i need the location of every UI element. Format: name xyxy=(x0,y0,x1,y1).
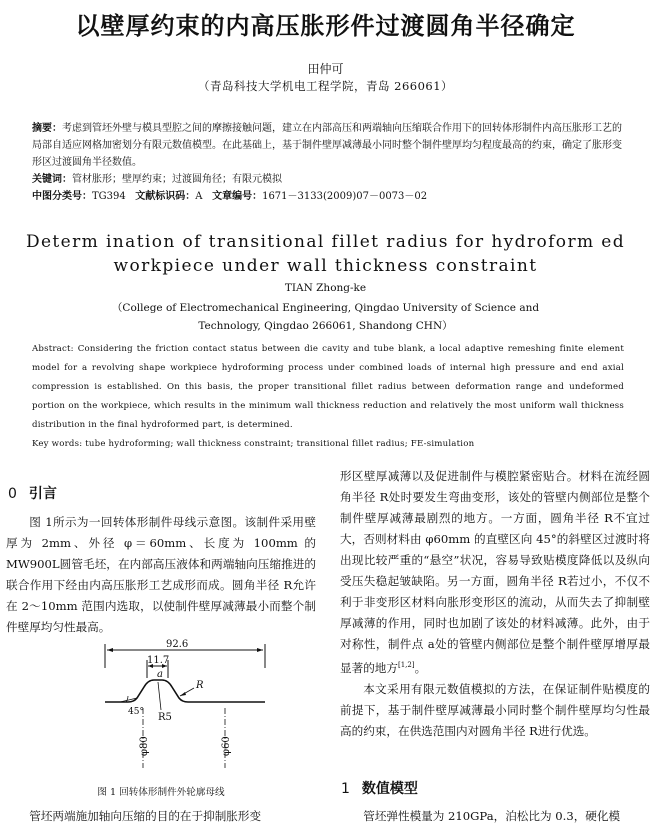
section-1-number: 1 xyxy=(341,781,350,797)
abstract-cn xyxy=(32,120,622,171)
english-keywords xyxy=(32,435,624,454)
right-column xyxy=(340,466,650,742)
right-bottom-line: 管坯弹性模量为 210GPa，泊松比为 0.3，硬化模 xyxy=(363,809,621,823)
right-paragraph-1-text: 形区壁厚减薄以及促进制件与模腔紧密贴合。材料在流经圆角半径 R处时要发生弯曲变形，该处的管壁内侧部位是整个制件壁厚减薄最剧烈的地方。一方面，圆角半径 R不宜过大，否则材料由 φ60mm 的直壁区向 45°的斜壁区过渡时将出现比较严重的“悬空”状况，容易导致贴模度降低以及纵向受压失稳起皱缺陷。另一方面，圆角半径 R若过小，不仅不利于非变形区材料向胀形变形区的流动，从而失去了抑制壁厚减薄的作用，同时也加剧了该处的材料减薄。此外，由于对称性，制件点 a处的管壁内侧部位是整个制件壁厚增厚最显著的地方 xyxy=(340,469,650,675)
author: 田仲可 xyxy=(307,62,344,76)
diameter-60-label: φ60 xyxy=(221,736,232,756)
article-no-label: 文章编号： xyxy=(212,191,263,202)
right-paragraph-2: 本文采用有限元数值模拟的方法，在保证制件贴模度的前提下，基于制件壁厚减薄最小同时整个制件壁厚均匀性最高的约束，在供选范围内对圆角半径 R进行优选。 xyxy=(340,681,650,738)
english-title-line-1: Determ ination of transitional fillet radius for hydroform ed xyxy=(25,232,626,252)
intro-column xyxy=(6,512,316,638)
section-0-title: 引言 xyxy=(28,486,57,502)
radius-R5-label: R5 xyxy=(158,712,172,723)
english-title-line-2: workpiece under wall thickness constraint xyxy=(113,256,538,276)
diameter-80-label: φ80 xyxy=(139,736,150,756)
section-0-heading xyxy=(8,483,57,503)
clc-label: 中图分类号： xyxy=(32,191,92,202)
clc-value: TG394 xyxy=(92,191,126,202)
keywords-cn xyxy=(32,171,622,188)
right-paragraph-1-end: 。 xyxy=(414,660,427,675)
abstract-cn-text: 考虑到管坯外壁与模具型腔之间的摩擦接触问题，建立在内部高压和两端轴向压缩联合作用下的回转体形制件内高压胀形工艺的局部自适应网格加密划分有限元数值模型。在此基础上，基于制件壁厚减薄最小同时整个制件壁厚均匀程度最高的约束，确定了胀形变形区过渡圆角半径数值。 xyxy=(32,123,622,168)
english-author: TIAN Zhong-ke xyxy=(284,282,367,294)
right-paragraph-1 xyxy=(340,466,650,679)
english-abstract-text: Considering the friction contact status between die cavity and tube blank, a local adaptive remeshing finite element model for a revolving shape workpiece hydroforming process under combined loads of internal high pressure and end axial compression is established. On this basis, the proper transitional fillet radius between deformation range and undeformed portion on the workpiece, which results in the minimum wall thickness reduction and relatively the most uniform wall thickness distribution in the final hydroformed part, is determined. xyxy=(32,344,624,430)
angle-label: 45° xyxy=(128,707,144,717)
dim-total-label: 92.6 xyxy=(166,639,189,650)
keywords-cn-label: 关键词： xyxy=(32,174,72,185)
radius-R-label: R xyxy=(196,680,204,691)
english-abstract xyxy=(32,340,624,435)
keywords-cn-text: 管材胀形；壁厚约束；过渡圆角径；有限元模拟 xyxy=(72,174,282,185)
english-affiliation-line-1: （College of Electromechanical Engineering, Qingdao University of Science and xyxy=(111,302,540,314)
doc-code-value: A xyxy=(195,191,203,202)
point-a-label: a xyxy=(157,669,163,680)
doc-code-label: 文献标识码： xyxy=(135,191,196,202)
profile-outline xyxy=(105,680,265,702)
article-no-value: 1671－3133(2009)07－0073－02 xyxy=(262,191,428,202)
figure-1-caption: 图 1 回转体形制件外轮廓母线 xyxy=(97,787,225,798)
left-column-last-line xyxy=(6,806,316,827)
citation-1-2: [1,2] xyxy=(397,661,415,669)
english-keywords-text: tube hydroforming; wall thickness constraint; transitional fillet radius; FE-simulation xyxy=(82,439,475,449)
classification-line xyxy=(32,188,622,205)
abstract-cn-label: 摘要： xyxy=(32,123,62,134)
section-1-heading xyxy=(341,778,418,798)
figure-1-profile-diagram xyxy=(100,638,270,773)
leader-R5 xyxy=(158,682,161,710)
dim-top-label: 11.7 xyxy=(147,655,170,666)
right-column-last-line xyxy=(340,806,650,827)
english-affiliation-line-2: Technology, Qingdao 266061, Shandong CHN） xyxy=(198,320,453,332)
affiliation: （青岛科技大学机电工程学院，青岛 266061） xyxy=(197,79,454,93)
section-0-number: 0 xyxy=(8,486,17,502)
paper-title: 以壁厚约束的内高压胀形件过渡圆角半径确定 xyxy=(75,12,576,40)
left-bottom-line: 管坯两端施加轴向压缩的目的在于抑制胀形变 xyxy=(29,809,262,823)
english-abstract-block xyxy=(32,340,624,454)
section-1-title: 数值模型 xyxy=(361,781,418,797)
intro-paragraph-1: 图 1所示为一回转体形制件母线示意图。该制件采用壁厚为 2mm、外径 φ＝60mm、长度为 100mm 的MW900L圆管毛坯，在内部高压液体和两端轴向压缩推进的联合作用下经由内高压胀形工艺成形而成。圆角半径 R允许在 2～10mm 范围内选取，以使制件壁厚减薄最小而整个制件壁厚均匀性最高。 xyxy=(6,515,316,634)
chinese-abstract-block xyxy=(32,120,622,205)
english-keywords-label: Key words: xyxy=(32,439,83,449)
english-abstract-label: Abstract: xyxy=(32,344,74,354)
